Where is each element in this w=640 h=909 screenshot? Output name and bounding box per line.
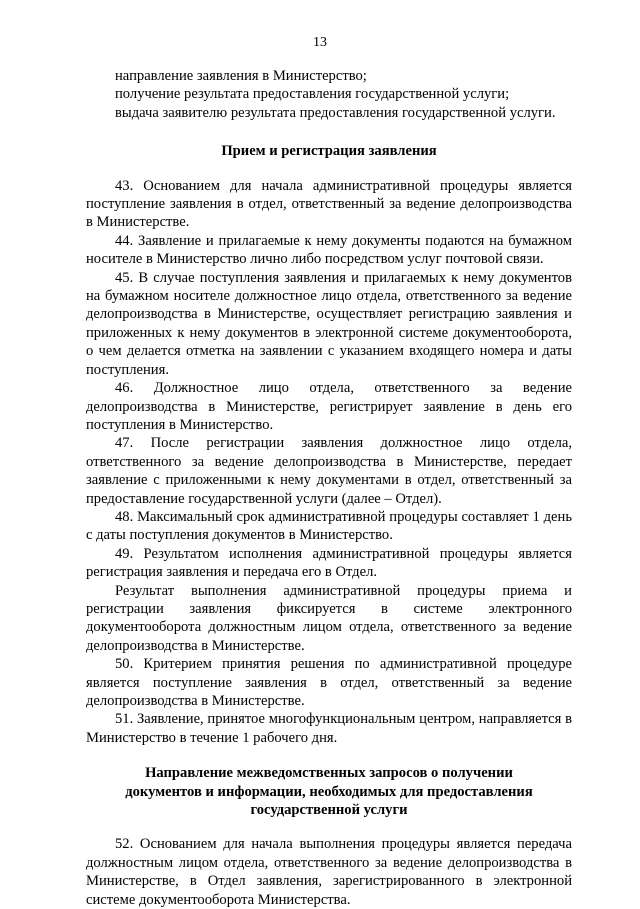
paragraph-51: 51. Заявление, принятое многофункциональным центром, направляется в Министерство в течение 1 рабочего дня. — [86, 711, 572, 746]
heading-line: государственной услуги — [250, 802, 408, 819]
section-heading-interagency-requests — [86, 764, 572, 819]
heading-line: документов и информации, необходимых для предоставления — [125, 783, 533, 800]
list-item: направление заявления в Министерство; — [115, 68, 367, 84]
paragraph-46: 46. Должностное лицо отдела, ответственного за ведение делопроизводства в Министерстве, регистрирует заявление в день его поступления в Министерство. — [86, 380, 572, 433]
page-number: 13 — [313, 35, 327, 50]
paragraph-result: Результат выполнения административной процедуры приема и регистрации заявления фиксируется в системе электронного документооборота должностным лицом отдела, ответственного за ведение делопроизводства в Министерстве. — [86, 582, 572, 654]
paragraph-52: 52. Основанием для начала выполнения процедуры является передача должностным лицом отдела, ответственного за ведение делопроизводства в Министерстве, в Отдел заявления, зарегистрированного в электронной системе документооборота Министерства. — [86, 836, 572, 908]
paragraph-50: 50. Критерием принятия решения по административной процедуре является поступление заявления в отдел, ответственный за ведение делопроизводства в Министерстве. — [86, 656, 572, 709]
section-heading-reception: Прием и регистрация заявления — [221, 143, 437, 160]
paragraph-49: 49. Результатом исполнения административной процедуры является регистрация заявления и передача его в Отдел. — [86, 545, 572, 581]
paragraph-44: 44. Заявление и прилагаемые к нему документы подаются на бумажном носителе в Министерство лично либо посредством услуг почтовой связи. — [86, 232, 572, 268]
list-item: выдача заявителю результата предоставления государственной услуги. — [115, 104, 556, 121]
heading-line: Направление межведомственных запросов о получении — [145, 765, 513, 782]
list-item: получение результата предоставления государственной услуги; — [115, 86, 510, 103]
paragraph-47: 47. После регистрации заявления должностное лицо отдела, ответственного за ведение делопроизводства в Министерстве, передает заявление с приложенными к нему документами в отдел, ответственный за предоставление государственной услуги (далее – Отдел). — [86, 435, 572, 507]
paragraph-43: 43. Основанием для начала административной процедуры является поступление заявления в отдел, ответственный за ведение делопроизводства в Министерстве. — [86, 177, 572, 231]
page-content — [86, 67, 572, 909]
paragraph-45: 45. В случае поступления заявления и прилагаемых к нему документов на бумажном носителе должностное лицо отдела, ответственного за ведение делопроизводства в Министерстве, осуществляет регистрацию заявления и приложенных к нему документов в электронной системе документооборота, о чем делается отметка на заявлении с указанием входящего номера и даты поступления. — [86, 269, 572, 378]
paragraph-48: 48. Максимальный срок административной процедуры составляет 1 день с даты поступления документов в Министерство. — [86, 508, 572, 544]
